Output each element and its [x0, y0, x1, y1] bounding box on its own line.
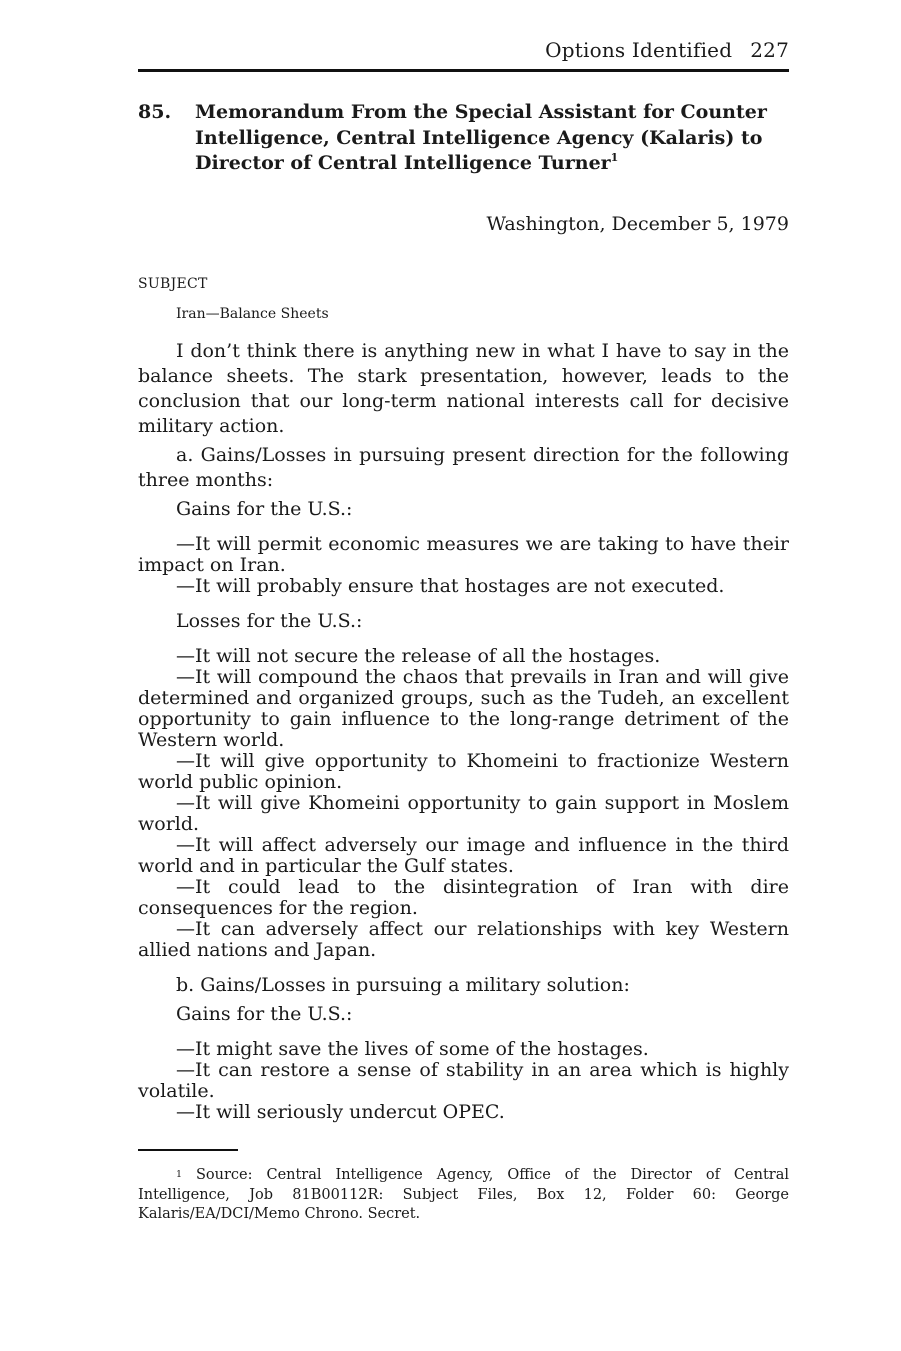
- section-a-heading: a. Gains/Losses in pursuing present direction for the following three months:: [138, 444, 789, 491]
- footnote-rule: [138, 1149, 238, 1151]
- footnote-ref[interactable]: 1: [610, 151, 619, 164]
- list-item: —It will not secure the release of all the hostages.: [176, 645, 661, 667]
- list-item: —It will affect adversely our image and influence in the third world and in particular the Gulf states.: [138, 834, 789, 877]
- dateline: Washington, December 5, 1979: [486, 213, 789, 235]
- footnote-text: Source: Central Intelligence Agency, Office of the Director of Central Intelligence, Job 81B00112R: Subject Files, Box 12, Folder 60: George Kalaris/EA/DCI/Memo Chrono. Secret.: [138, 1167, 789, 1222]
- subject-text: Iran—Balance Sheets: [176, 306, 329, 322]
- page-number: 227: [750, 38, 789, 62]
- footnote: [138, 1166, 789, 1225]
- section-a-losses-heading: Losses for the U.S.:: [176, 610, 363, 632]
- list-item: —It will seriously undercut OPEC.: [176, 1101, 505, 1123]
- list-item: —It will give opportunity to Khomeini to fractionize Western world public opinion.: [138, 750, 789, 793]
- list-item: —It might save the lives of some of the hostages.: [176, 1038, 649, 1060]
- section-b-heading: b. Gains/Losses in pursuing a military solution:: [176, 974, 630, 996]
- document-number: 85.: [138, 101, 172, 123]
- footnote-marker: 1: [176, 1169, 183, 1180]
- list-item: —It can restore a sense of stability in an area which is highly volatile.: [138, 1059, 789, 1102]
- document-title-block: [195, 100, 789, 177]
- list-item: —It will permit economic measures we are taking to have their impact on Iran.: [138, 533, 789, 576]
- document-heading: [138, 100, 789, 177]
- list-item: —It can adversely affect our relationships with key Western allied nations and Japan.: [138, 918, 789, 961]
- list-item: —It will probably ensure that hostages are not executed.: [176, 575, 725, 597]
- document-title: Memorandum From the Special Assistant for Counter Intelligence, Central Intelligence Agency (Kalaris) to Director of Central Intelligence Turner: [195, 101, 767, 174]
- section-b-gains-heading: Gains for the U.S.:: [176, 1003, 353, 1025]
- subject-label: SUBJECT: [138, 276, 208, 292]
- list-item: —It will compound the chaos that prevails in Iran and will give determined and organized groups, such as the Tudeh, an excellent opportunity to gain influence to the long-range detriment of the Western world.: [138, 666, 789, 751]
- intro-paragraph: I don’t think there is anything new in what I have to say in the balance sheets. The stark presentation, however, leads to the conclusion that our long-term national interests call for decisive military action.: [138, 340, 789, 437]
- section-a-gains-heading: Gains for the U.S.:: [176, 498, 353, 520]
- list-item: —It could lead to the disintegration of Iran with dire consequences for the region.: [138, 876, 789, 919]
- section-title: Options Identified: [545, 38, 733, 62]
- memo-body: [138, 339, 789, 1123]
- running-header: [138, 38, 789, 62]
- header-rule: [138, 69, 789, 72]
- list-item: —It will give Khomeini opportunity to gain support in Moslem world.: [138, 792, 789, 835]
